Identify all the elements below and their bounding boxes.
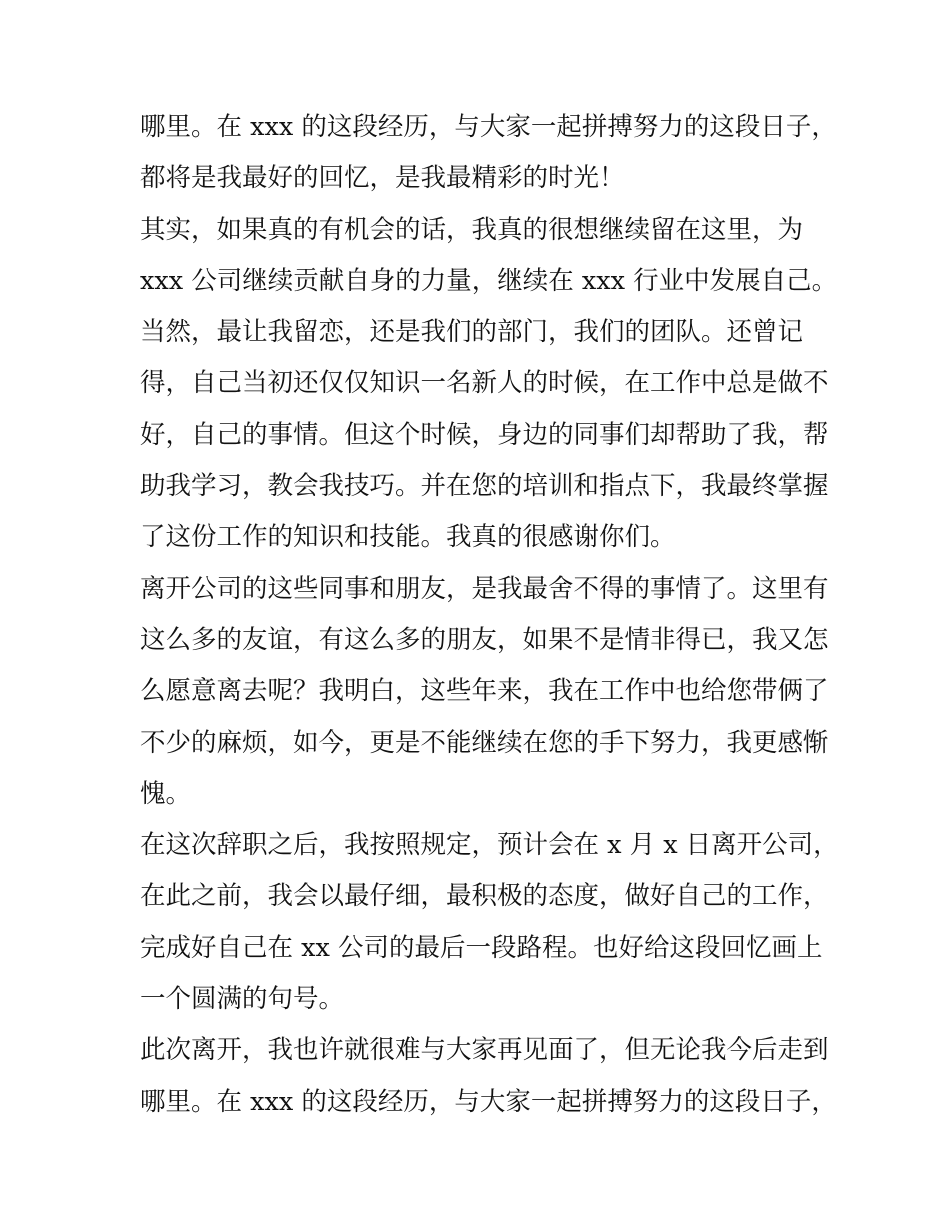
text-line: 当然，最让我留恋，还是我们的部门，我们的团队。还曾记: [140, 317, 804, 348]
text-line: 离开公司的这些同事和朋友，是我最舍不得的事情了。这里有: [140, 573, 829, 604]
text-line: 这么多的友谊，有这么多的朋友，如果不是情非得已，我又怎: [140, 624, 829, 655]
text-line: 得，自己当初还仅仅知识一名新人的时候，在工作中总是做不: [140, 368, 829, 399]
text-line: 哪里。在 xxx 的这段经历，与大家一起拼搏努力的这段日子，: [140, 112, 837, 142]
text-line: 在此之前，我会以最仔细，最积极的态度，做好自己的工作，: [140, 881, 829, 912]
text-line: 在这次辞职之后，我按照规定，预计会在 x 月 x 日离开公司，: [140, 830, 839, 861]
text-line: 了这份工作的知识和技能。我真的很感谢你们。: [140, 522, 676, 553]
text-line: 其实，如果真的有机会的话，我真的很想继续留在这里，为: [140, 214, 804, 245]
text-line: 愧。: [140, 778, 192, 809]
text-line: 此次离开，我也许就很难与大家再见面了，但无论我今后走到: [140, 1035, 829, 1066]
text-line: xxx 公司继续贡献自身的力量，继续在 xxx 行业中发展自己。: [140, 265, 838, 296]
text-line: 不少的麻烦，如今，更是不能继续在您的手下努力，我更感惭: [140, 727, 829, 758]
text-line: 么愿意离去呢？我明白，这些年来，我在工作中也给您带俩了: [140, 676, 829, 707]
body-text: [140, 102, 839, 1128]
text-line: 一个圆满的句号。: [140, 984, 345, 1015]
text-line: 好，自己的事情。但这个时候，身边的同事们却帮助了我，帮: [140, 419, 829, 450]
text-line: 哪里。在 xxx 的这段经历，与大家一起拼搏努力的这段日子，: [140, 1086, 837, 1117]
text-line: 都将是我最好的回忆，是我最精彩的时光！: [140, 163, 625, 194]
text-line: 完成好自己在 xx 公司的最后一段路程。也好给这段回忆画上: [140, 932, 823, 963]
text-line: 助我学习，教会我技巧。并在您的培训和指点下，我最终掌握: [140, 471, 829, 502]
